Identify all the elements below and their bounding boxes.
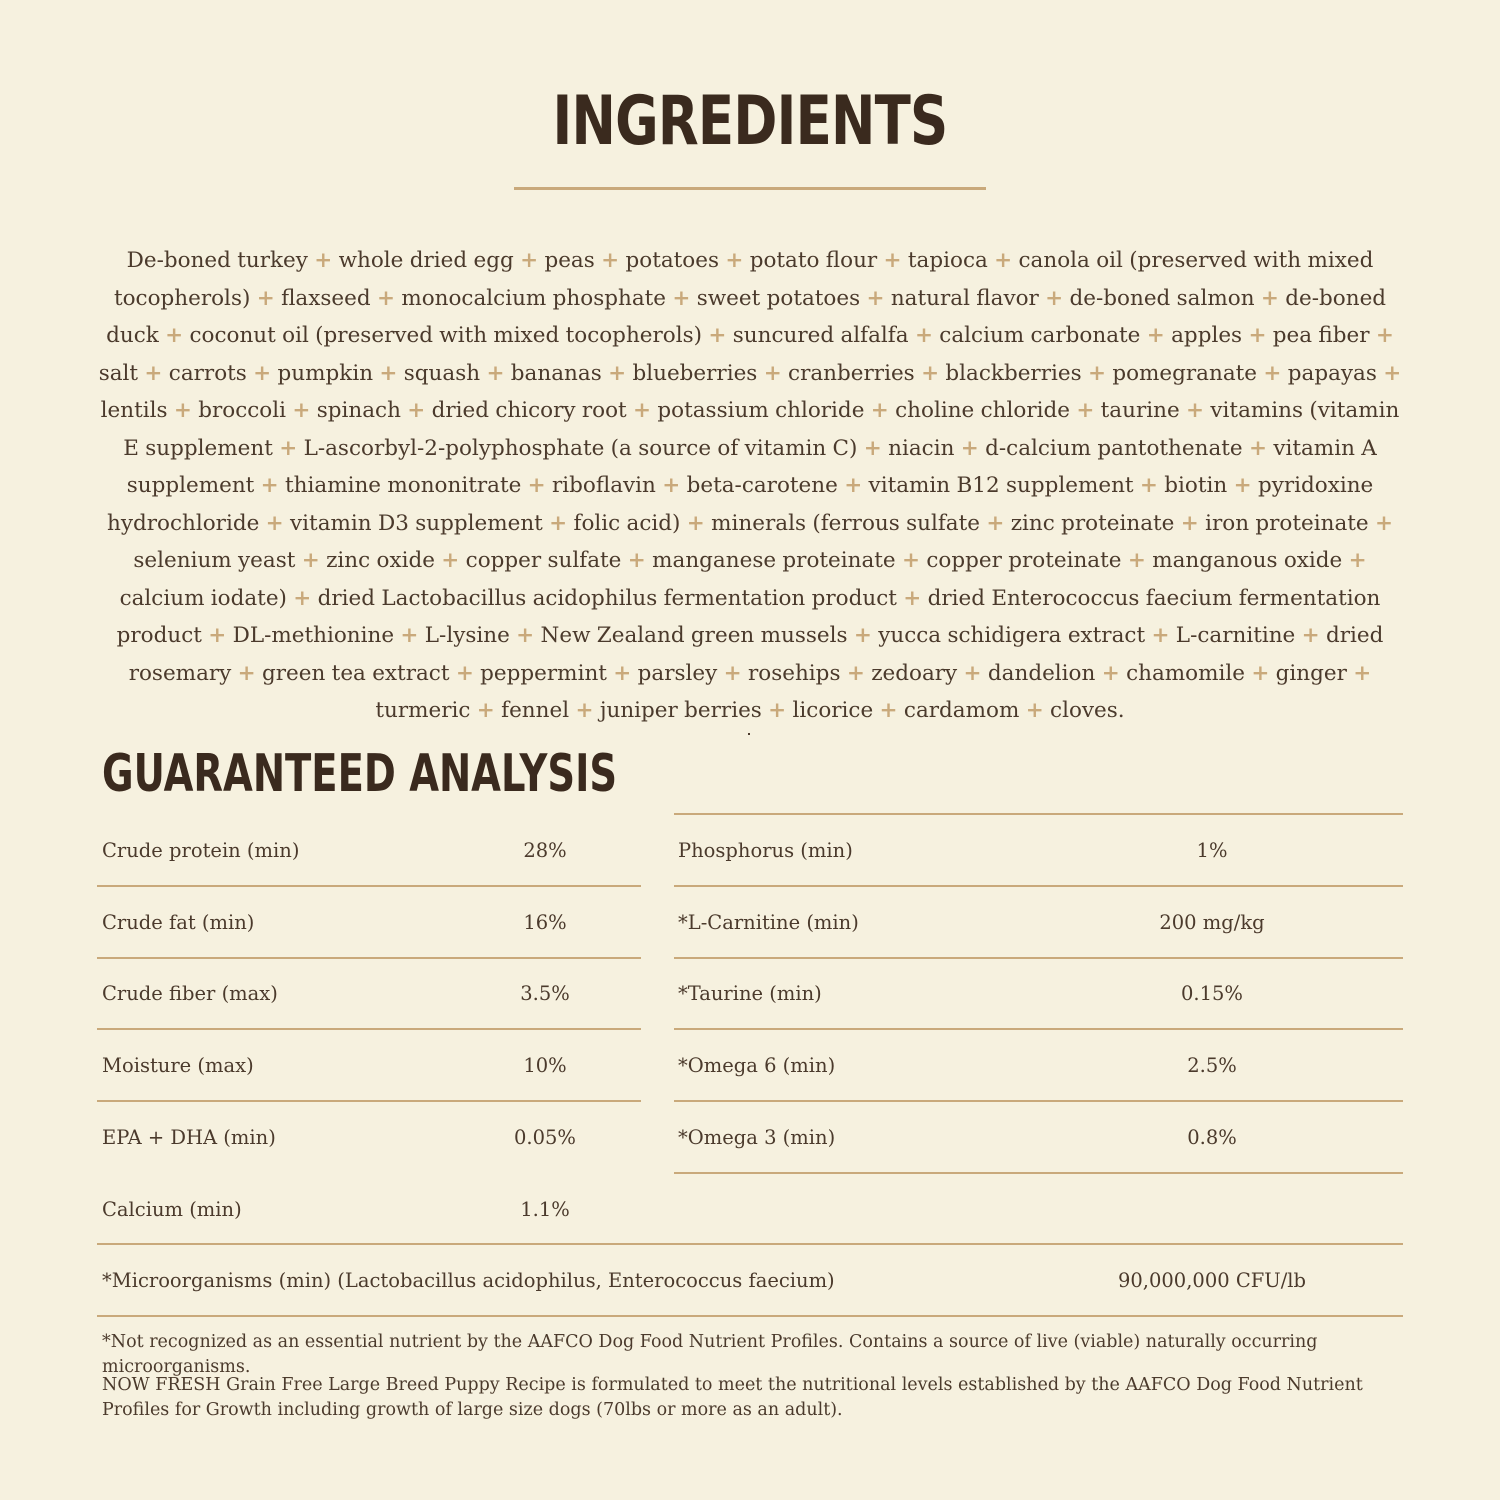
analysis-value: 0.05% [514, 1126, 576, 1149]
analysis-value: 0.8% [1187, 1126, 1237, 1149]
ingredient-item: sweet potatoes [696, 285, 861, 311]
ingredient-item: fennel [501, 698, 570, 723]
plus-separator-icon: + [1260, 285, 1279, 311]
plus-separator-icon: + [208, 623, 227, 648]
plus-separator-icon: + [723, 660, 742, 686]
plus-separator-icon: + [1146, 323, 1165, 348]
ingredient-item: peppermint [480, 660, 607, 686]
plus-separator-icon: + [960, 435, 979, 461]
ingredient-item: calcium iodate) [119, 585, 287, 611]
ingredient-item: tapioca [907, 248, 988, 273]
table-rule [674, 813, 1403, 815]
ingredient-item: pumpkin [277, 360, 374, 386]
plus-separator-icon: + [1025, 698, 1044, 723]
plus-separator-icon: + [768, 698, 787, 723]
analysis-value: 3.5% [520, 982, 570, 1005]
ingredient-item: beta-carotene [686, 473, 838, 498]
plus-separator-icon: + [1127, 548, 1146, 573]
table-rule [97, 1100, 641, 1102]
plus-separator-icon: + [846, 660, 865, 686]
analysis-value: 1% [1196, 839, 1228, 862]
plus-separator-icon: + [986, 510, 1005, 536]
plus-separator-icon: + [763, 360, 782, 386]
ingredient-item: calcium carbonate [939, 323, 1141, 348]
analysis-label: Crude fat (min) [102, 911, 255, 934]
plus-separator-icon: + [863, 435, 882, 461]
ingredient-item: flaxseed [281, 285, 371, 311]
analysis-label: Moisture (max) [102, 1054, 254, 1077]
footnote: *Not recognized as an essential nutrient by the AAFCO Dog Food Nutrient Profiles. Contains a source of live (viable) naturally occurring microorganisms. [102, 1332, 1318, 1377]
ingredient-item: dried chicory root [431, 398, 627, 423]
plus-separator-icon: + [407, 398, 426, 423]
analysis-label: EPA + DHA (min) [102, 1126, 276, 1149]
plus-separator-icon: + [853, 623, 872, 648]
analysis-label: *Microorganisms (min) (Lactobacillus acidophilus, Enterococcus faecium) [102, 1269, 835, 1292]
ingredient-item: riboflavin [552, 473, 656, 498]
ingredient-item: selenium yeast [133, 548, 296, 573]
ingredient-item: zinc oxide [326, 548, 435, 573]
ingredient-item: broccoli [198, 398, 286, 423]
plus-separator-icon: + [144, 360, 163, 386]
ingredient-item: thiamine mononitrate [285, 473, 522, 498]
plus-separator-icon: + [486, 360, 505, 386]
table-rule [674, 957, 1403, 959]
plus-separator-icon: + [627, 548, 646, 573]
ingredient-item: rosehips [747, 660, 841, 686]
plus-separator-icon: + [575, 698, 594, 723]
plus-separator-icon: + [1375, 323, 1394, 348]
guaranteed-analysis-title: GUARANTEED ANALYSIS [102, 744, 618, 804]
ingredient-item: coconut oil (preserved with mixed tocopherols) [189, 323, 703, 348]
plus-separator-icon: + [844, 473, 863, 498]
plus-separator-icon: + [613, 660, 632, 686]
ingredient-item: blueberries [632, 360, 758, 386]
ingredient-item: zedoary [871, 660, 958, 686]
plus-separator-icon: + [1248, 435, 1267, 461]
table-rule [674, 1028, 1403, 1030]
plus-separator-icon: + [672, 285, 691, 311]
table-rule [674, 885, 1403, 887]
table-rule [674, 1172, 1403, 1174]
ingredient-item: peas [544, 248, 595, 273]
plus-separator-icon: + [866, 285, 885, 311]
plus-separator-icon: + [601, 248, 620, 273]
plus-separator-icon: + [260, 473, 279, 498]
ingredient-item: De-boned turkey [126, 248, 308, 273]
ingredient-item: DL-methionine [232, 623, 395, 648]
ingredient-item: yucca schidigera extract [878, 623, 1146, 648]
ingredient-item: copper sulfate [465, 548, 622, 573]
plus-separator-icon: + [608, 360, 627, 386]
analysis-label: Crude protein (min) [102, 839, 300, 862]
plus-separator-icon: + [1233, 473, 1252, 498]
ingredient-item: blackberries [945, 360, 1082, 386]
plus-separator-icon: + [292, 398, 311, 423]
ingredient-item: green tea extract [262, 660, 450, 686]
ingredient-item: salt [98, 360, 139, 386]
analysis-label: *Omega 3 (min) [678, 1126, 836, 1149]
ingredient-item: manganous oxide [1152, 548, 1343, 573]
plus-separator-icon: + [883, 248, 902, 273]
ingredient-item: parsley [637, 660, 718, 686]
plus-separator-icon: + [1180, 510, 1199, 536]
plus-separator-icon: + [914, 323, 933, 348]
ingredient-item: choline chloride [895, 398, 1070, 423]
ingredient-item: monocalcium phosphate [401, 285, 667, 311]
plus-separator-icon: + [1251, 660, 1270, 686]
table-rule [97, 1028, 641, 1030]
plus-separator-icon: + [301, 548, 320, 573]
plus-separator-icon: + [1301, 623, 1320, 648]
analysis-label: Calcium (min) [102, 1198, 242, 1221]
plus-separator-icon: + [879, 698, 898, 723]
aafco-statement: NOW FRESH Grain Free Large Breed Puppy Recipe is formulated to meet the nutritional levels established by the AAFCO Dog Food Nutrient Profiles for Growth including growth of large size dogs (70lbs or more as an adult). [102, 1375, 1363, 1420]
ingredient-item: cardamom [903, 698, 1020, 723]
ingredient-item: vitamins (vitamin E supplement [123, 398, 1400, 461]
analysis-value: 16% [523, 911, 567, 934]
plus-separator-icon: + [1248, 323, 1267, 348]
ingredient-item: vitamin A supplement [126, 435, 1377, 498]
ingredient-item: ginger [1275, 660, 1347, 686]
title-divider [514, 187, 986, 190]
ingredient-item: d-calcium pantothenate [985, 435, 1243, 461]
ingredient-item: pyridoxine hydrochloride [107, 473, 1374, 536]
analysis-label: *L-Carnitine (min) [678, 911, 859, 934]
table-rule [97, 957, 641, 959]
analysis-value: 0.15% [1181, 982, 1243, 1005]
plus-separator-icon: + [237, 660, 256, 686]
ingredient-item: vitamin D3 supplement [290, 510, 543, 536]
plus-separator-icon: + [549, 510, 568, 536]
ingredient-item: dandelion [987, 660, 1096, 686]
plus-separator-icon: + [265, 510, 284, 536]
table-rule [97, 1243, 1403, 1245]
ingredient-item: chamomile [1126, 660, 1245, 686]
ingredient-item: taurine [1100, 398, 1180, 423]
plus-separator-icon: + [441, 548, 460, 573]
ingredient-item: minerals (ferrous sulfate [711, 510, 980, 536]
ingredient-item: de-boned duck [106, 285, 1387, 348]
ingredient-item: dried rosemary [128, 623, 1384, 686]
analysis-label: *Omega 6 (min) [678, 1054, 836, 1077]
plus-separator-icon: + [1348, 548, 1367, 573]
ingredient-item: natural flavor [890, 285, 1039, 311]
plus-separator-icon: + [1076, 398, 1095, 423]
ingredient-item: spinach [316, 398, 401, 423]
plus-separator-icon: + [253, 360, 272, 386]
table-rule [97, 1315, 1403, 1317]
plus-separator-icon: + [314, 248, 333, 273]
plus-separator-icon: + [165, 323, 184, 348]
ingredient-item: cloves. [1050, 698, 1125, 723]
ingredient-item: iron proteinate [1205, 510, 1369, 536]
plus-separator-icon: + [400, 623, 419, 648]
ingredient-item: carrots [168, 360, 247, 386]
analysis-label: Crude fiber (max) [102, 982, 278, 1005]
plus-separator-icon: + [379, 360, 398, 386]
table-rule [97, 885, 641, 887]
ingredient-item: turmeric [375, 698, 471, 723]
ingredient-item: pea fiber [1272, 323, 1370, 348]
plus-separator-icon: + [1151, 623, 1170, 648]
ingredient-item: biotin [1164, 473, 1228, 498]
plus-separator-icon: + [903, 585, 922, 611]
ingredient-item: manganese proteinate [652, 548, 896, 573]
ingredient-item: whole dried egg [338, 248, 514, 273]
plus-separator-icon: + [963, 660, 982, 686]
ingredient-item: zinc proteinate [1010, 510, 1175, 536]
plus-separator-icon: + [725, 248, 744, 273]
plus-separator-icon: + [376, 285, 395, 311]
plus-separator-icon: + [455, 660, 474, 686]
plus-separator-icon: + [902, 548, 921, 573]
ingredient-item: potatoes [625, 248, 719, 273]
ingredients-list [96, 242, 1404, 730]
ingredient-item: licorice [792, 698, 874, 723]
ingredient-item: juniper berries [599, 698, 762, 723]
plus-separator-icon: + [256, 285, 275, 311]
analysis-value: 1.1% [520, 1198, 570, 1221]
ingredient-item: apples [1171, 323, 1243, 348]
plus-separator-icon: + [476, 698, 495, 723]
plus-separator-icon: + [173, 398, 192, 423]
ingredient-item: copper proteinate [926, 548, 1122, 573]
ingredient-item: niacin [888, 435, 955, 461]
analysis-label: Phosphorus (min) [678, 839, 853, 862]
plus-separator-icon: + [708, 323, 727, 348]
plus-separator-icon: + [1045, 285, 1064, 311]
plus-separator-icon: + [516, 623, 535, 648]
ingredient-item: potassium chloride [657, 398, 865, 423]
ingredient-item: dried Enterococcus faecium fermentation product [116, 585, 1381, 648]
ingredient-item: de-boned salmon [1069, 285, 1255, 311]
plus-separator-icon: + [994, 248, 1013, 273]
analysis-value: 28% [523, 839, 567, 862]
ingredient-item: L-ascorbyl-2-polyphosphate (a source of vitamin C) [303, 435, 858, 461]
plus-separator-icon: + [1353, 660, 1372, 686]
ingredient-item: canola oil (preserved with mixed tocopherols) [113, 248, 1374, 311]
ingredient-item: lentils [100, 398, 168, 423]
plus-separator-icon: + [520, 248, 539, 273]
analysis-value: 10% [523, 1054, 567, 1077]
ingredient-item: L-carnitine [1175, 623, 1296, 648]
plus-separator-icon: + [1186, 398, 1205, 423]
plus-separator-icon: + [293, 585, 312, 611]
table-rule [674, 1100, 1403, 1102]
plus-separator-icon: + [1263, 360, 1282, 386]
plus-separator-icon: + [870, 398, 889, 423]
ingredient-item: folic acid) [573, 510, 681, 536]
ingredient-item: cranberries [788, 360, 915, 386]
analysis-value: 2.5% [1187, 1054, 1237, 1077]
plus-separator-icon: + [1374, 510, 1393, 536]
ingredients-title: INGREDIENTS [552, 82, 948, 161]
plus-separator-icon: + [1139, 473, 1158, 498]
ingredient-item: New Zealand green mussels [540, 623, 848, 648]
plus-separator-icon: + [527, 473, 546, 498]
analysis-value: 200 mg/kg [1159, 911, 1265, 934]
analysis-value: 90,000,000 CFU/lb [1117, 1269, 1307, 1292]
plus-separator-icon: + [1101, 660, 1120, 686]
plus-separator-icon: + [662, 473, 681, 498]
ingredient-item: pomegranate [1112, 360, 1258, 386]
ingredient-item: suncured alfalfa [732, 323, 909, 348]
ingredient-item: potato flour [749, 248, 878, 273]
decorative-dot [748, 733, 750, 735]
ingredient-item: bananas [510, 360, 602, 386]
plus-separator-icon: + [279, 435, 298, 461]
analysis-label: *Taurine (min) [678, 982, 822, 1005]
plus-separator-icon: + [921, 360, 940, 386]
plus-separator-icon: + [1087, 360, 1106, 386]
plus-separator-icon: + [686, 510, 705, 536]
ingredient-item: papayas [1287, 360, 1377, 386]
plus-separator-icon: + [633, 398, 652, 423]
ingredient-item: squash [403, 360, 481, 386]
plus-separator-icon: + [1383, 360, 1402, 386]
ingredient-item: L-lysine [424, 623, 510, 648]
ingredient-item: dried Lactobacillus acidophilus fermentation product [317, 585, 897, 611]
ingredient-item: vitamin B12 supplement [868, 473, 1134, 498]
